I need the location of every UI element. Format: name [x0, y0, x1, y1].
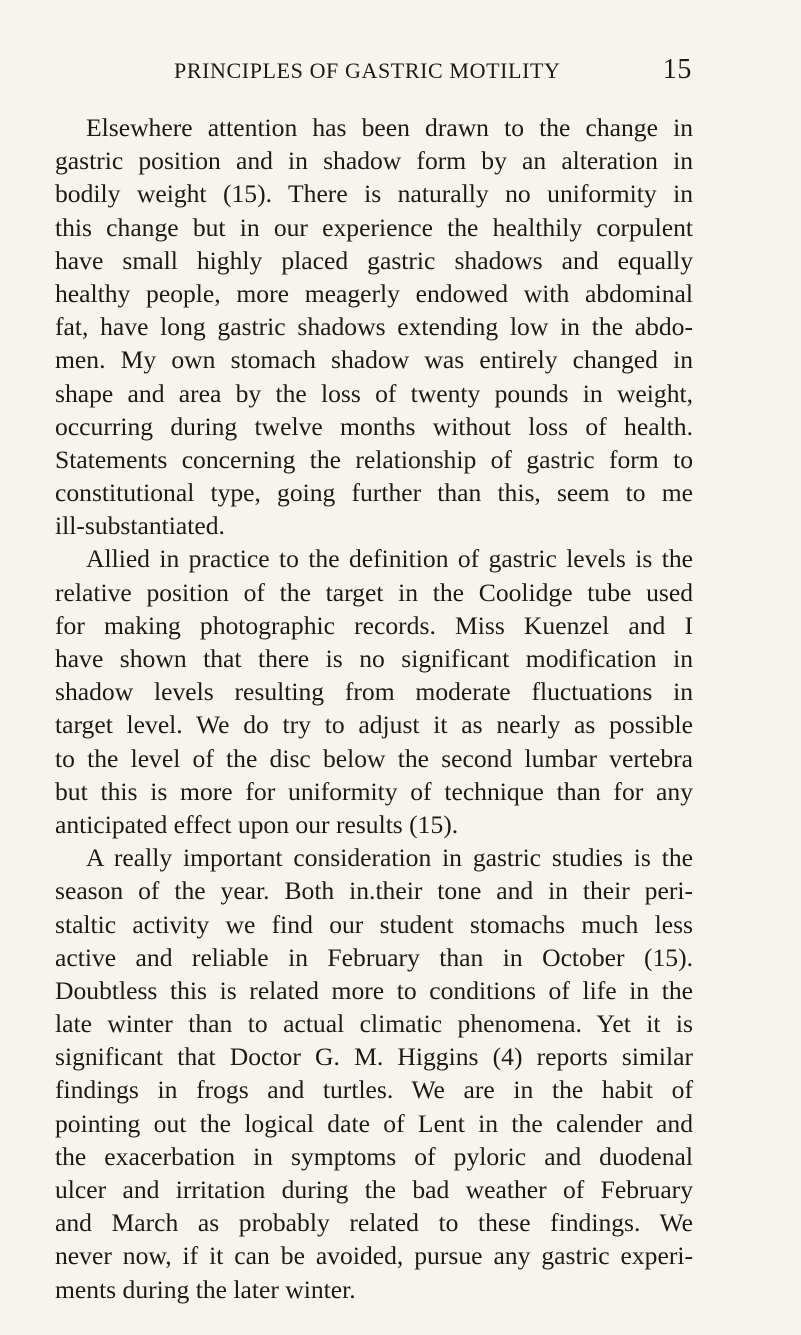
text-line: occurring during twelve months without loss of health.	[55, 411, 693, 441]
paragraph-body-weight	[55, 111, 693, 542]
text-line: never now, if it can be avoided, pursue any gastric experi-	[55, 1241, 693, 1271]
text-line: ulcer and irritation during the bad weather of February	[55, 1175, 693, 1204]
text-line: for making photographic records. Miss Kuenzel and I	[55, 610, 693, 640]
text-line: findings in frogs and turtles. We are in the habit of	[55, 1075, 693, 1105]
text-line: Statements concerning the relationship of gastric form to	[55, 444, 693, 474]
text-line: active and reliable in February than in October (15).	[55, 942, 693, 972]
text-line: men. My own stomach shadow was entirely changed in	[55, 345, 693, 375]
text-line: relative position of the target in the Coolidge tube used	[55, 577, 693, 607]
text-line: healthy people, more meagerly endowed with abdominal	[55, 278, 693, 308]
text-line: the exacerbation in symptoms of pyloric and duodenal	[55, 1141, 693, 1171]
text-line: ill-substantiated.	[55, 511, 225, 541]
text-line: A really important consideration in gastric studies is the	[86, 843, 693, 873]
paragraph-target-position	[55, 542, 693, 841]
running-head	[174, 54, 692, 88]
text-line: gastric position and in shadow form by an alteration in	[55, 146, 693, 176]
text-line: target level. We do try to adjust it as nearly as possible	[55, 710, 693, 740]
text-line: have small highly placed gastric shadows and equally	[55, 245, 693, 275]
text-line: to the level of the disc below the second lumbar vertebra	[55, 743, 693, 773]
text-line: constitutional type, going further than this, seem to me	[55, 478, 693, 508]
text-line: and March as probably related to these findings. We	[55, 1208, 693, 1238]
text-line: this change but in our experience the healthily corpulent	[55, 212, 693, 242]
paragraph-season	[55, 841, 693, 1306]
text-line: but this is more for uniformity of technique than for any	[55, 776, 693, 806]
text-line: staltic activity we find our student stomachs much less	[55, 909, 693, 939]
text-line: anticipated effect upon our results (15).	[55, 809, 459, 839]
text-line: Elsewhere attention has been drawn to the change in	[86, 113, 693, 142]
body-text	[55, 111, 693, 1306]
text-line: bodily weight (15). There is naturally no uniformity in	[55, 179, 693, 209]
text-line: ments during the later winter.	[55, 1274, 356, 1304]
text-line: shadow levels resulting from moderate fluctuations in	[55, 677, 693, 707]
text-line: Doubtless this is related more to conditions of life in the	[55, 975, 693, 1005]
text-line: late winter than to actual climatic phenomena. Yet it is	[55, 1009, 693, 1039]
text-line: season of the year. Both in.their tone and in their peri-	[55, 876, 693, 906]
page-number: 15	[662, 54, 692, 85]
text-line: Allied in practice to the definition of gastric levels is the	[86, 544, 693, 574]
text-line: shape and area by the loss of twenty pounds in weight,	[55, 378, 693, 408]
text-line: significant that Doctor G. M. Higgins (4) reports similar	[55, 1042, 693, 1072]
text-line: have shown that there is no significant modification in	[55, 644, 693, 673]
text-line: fat, have long gastric shadows extending low in the abdo-	[55, 312, 693, 342]
running-title: PRINCIPLES OF GASTRIC MOTILITY	[174, 58, 561, 83]
text-line: pointing out the logical date of Lent in the calender and	[55, 1108, 693, 1138]
